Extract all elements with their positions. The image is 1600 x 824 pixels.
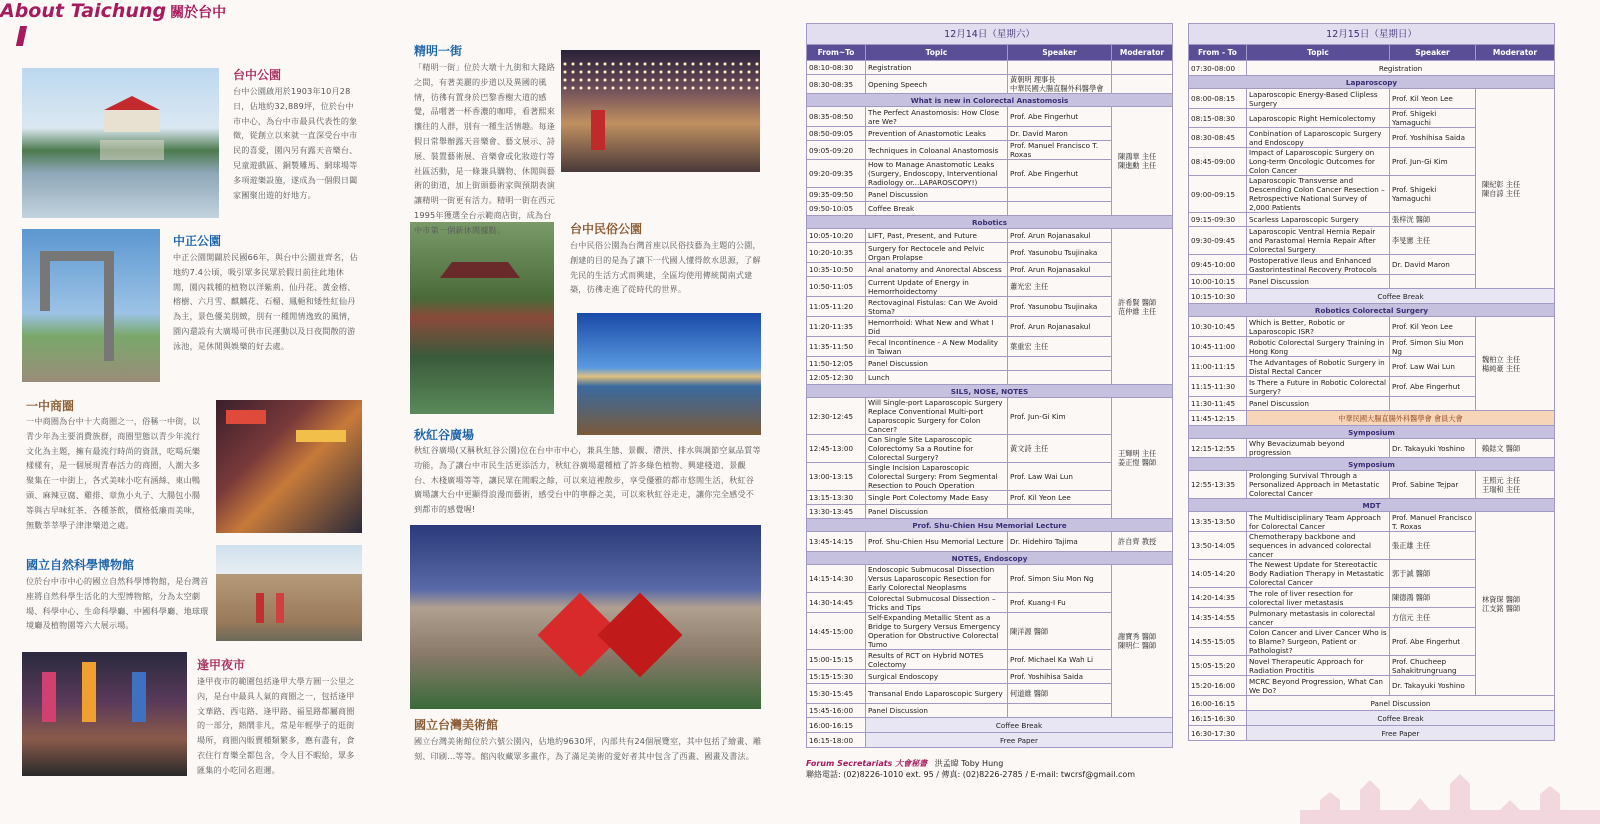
row-speaker: 張正雄 主任 (1390, 532, 1476, 560)
session-title: NOTES, Endoscopy (807, 552, 1173, 565)
row-topic: The Newest Update for Stereotactic Body Radiation Therapy in Metastatic Colorectal Cancer (1247, 560, 1390, 588)
row-time: 13:50-14:05 (1189, 532, 1247, 560)
row-speaker: 李旻憲 主任 (1390, 227, 1476, 255)
row-time: 08:45-09:00 (1189, 148, 1247, 176)
row-time: 11:15-11:30 (1189, 377, 1247, 397)
schedule-row (807, 229, 1173, 243)
photo-yizhong-shopping (216, 400, 362, 533)
row-topic: The Multidisciplinary Team Approach for Colorectal Cancer (1247, 512, 1390, 532)
row-moderator: 王輝明 主任 姜正愷 醫師 (1112, 398, 1173, 519)
row-topic: Is There a Future in Robotic Colorectal Surgery? (1247, 377, 1390, 397)
spot-text-yizhong: 一中商圈為台中十大商圈之一，俗稱一中街，以青少年為主要消費族群，商圈型態以青少年流行文化為主題，擁有最流行時尚的資訊，吃喝玩樂樣樣有，是一個展現青春活力的商圈，人潮大多聚集在一中街上，各式美味小吃有涵絲、東山鴨頭、麻辣豆腐、雞排、章魚小丸子、大腸包小腸等與古早味紅茶、各種茶飲，價格低廉而美味，無數莘莘學子津津樂道之處。 (26, 416, 201, 530)
row-topic: Endoscopic Submucosal Dissection Versus Laparoscopic Resection for Early Colorectal Neoplasms (866, 565, 1008, 593)
spot-text-art-museum: 國立台灣美術館位於六號公園內，佔地約9630坪，內部共有24個展覽室，其中包括了繪畫、雕刻、印刷…等等。館內收藏眾多畫作，為了滿足美術的愛好者其中包含了西畫、國畫及書法。 (414, 736, 762, 761)
schedule-row (1189, 89, 1555, 109)
row-speaker: 郭于誠 醫師 (1390, 560, 1476, 588)
schedule-row (1189, 711, 1555, 726)
row-moderator: 王照元 主任 王瑞和 主任 (1476, 471, 1555, 499)
schedule-row (1189, 411, 1555, 426)
schedule-row (807, 519, 1173, 532)
schedule-day2 (1188, 23, 1555, 741)
schedule-row (1189, 317, 1555, 337)
row-topic: Impact of Laparoscopic Surgery on Long-term Oncologic Outcomes for Colon Cancer (1247, 148, 1390, 176)
row-topic: Rectovaginal Fistulas: Can We Avoid Stoma? (866, 297, 1008, 317)
row-time: 14:45-15:00 (807, 613, 866, 650)
row-time: 09:30-09:45 (1189, 227, 1247, 255)
photo-jingming-street (561, 50, 760, 172)
row-topic: Panel Discussion (866, 188, 1008, 202)
row-topic: Panel Discussion (1247, 397, 1390, 411)
schedule-row (807, 107, 1173, 127)
col-moderator: Moderator (1112, 45, 1173, 61)
row-time: 14:55-15:05 (1189, 628, 1247, 656)
row-topic: LIFT, Past, Present, and Future (866, 229, 1008, 243)
row-speaker (1008, 505, 1112, 519)
row-speaker: Prof. Shigeki Yamaguchi (1390, 176, 1476, 213)
row-time: 08:10-08:30 (807, 61, 866, 75)
row-topic: The Advantages of Robotic Surgery in Distal Rectal Cancer (1247, 357, 1390, 377)
break-row: Coffee Break (1247, 711, 1555, 726)
schedule-row (1189, 458, 1555, 471)
row-time: 10:15-10:30 (1189, 289, 1247, 304)
row-speaker: 陳德鴻 醫師 (1390, 588, 1476, 608)
row-speaker (1008, 188, 1112, 202)
schedule-row (1189, 289, 1555, 304)
row-speaker: Prof. Shigeki Yamaguchi (1390, 109, 1476, 128)
row-time: 14:30-14:45 (807, 593, 866, 613)
row-speaker: 蕭光宏 主任 (1008, 277, 1112, 297)
schedule-row (807, 61, 1173, 75)
schedule-row (807, 565, 1173, 593)
schedule-row (1189, 471, 1555, 499)
row-speaker: Dr. Hidehiro Tajima (1008, 532, 1112, 552)
row-speaker: Prof. Yoshihisa Saida (1390, 128, 1476, 148)
schedule-row (807, 532, 1173, 552)
skyline-decoration (1300, 770, 1600, 824)
schedule-row (1189, 726, 1555, 741)
row-time: 12:05-12:30 (807, 371, 866, 385)
row-moderator: 陳鴻華 主任 陳進勳 主任 (1112, 107, 1173, 216)
spot-text-fengjia: 逢甲夜市的範圍包括逢甲大學方圓一公里之內，是台中最具人氣的商圈之一，包括逢甲文華路、西屯路、逢甲路、福星路都屬商圈的一部分，熱鬧非凡，常是年輕學子的逛街場所，商圈內販賣種類繁多，應有盡有，食衣住行育樂全都包含，令人目不暇給，眾多匯集的小吃同名遐邇。 (197, 676, 355, 775)
row-speaker: Prof. Jun-Gi Kim (1390, 148, 1476, 176)
row-topic: Chemotherapy backbone and sequences in advanced colorectal cancer (1247, 532, 1390, 560)
row-time: 15:45-16:00 (807, 704, 866, 718)
row-topic: Which is Better, Robotic or Laparoscopic ISR? (1247, 317, 1390, 337)
row-time: 09:45-10:00 (1189, 255, 1247, 275)
col-moderator: Moderator (1476, 45, 1555, 61)
schedule-row (807, 552, 1173, 565)
row-topic: Postoperative Ileus and Enhanced Gastorintestinal Recovery Protocols (1247, 255, 1390, 275)
schedule-row (1189, 696, 1555, 711)
row-time: 15:00-15:15 (807, 650, 866, 670)
schedule-row (1189, 304, 1555, 317)
row-speaker: 葉重宏 主任 (1008, 337, 1112, 357)
session-title: Symposium (1189, 458, 1555, 471)
row-moderator: 林資琛 醫師 江支銘 醫師 (1476, 512, 1555, 696)
spot-title-autumn-valley: 秋紅谷廣場 (414, 428, 475, 442)
row-time: 12:30-12:45 (807, 398, 866, 435)
row-speaker (1008, 704, 1112, 718)
row-speaker: Prof. Jun-Gi Kim (1008, 398, 1112, 435)
row-time: 08:30-08:35 (807, 75, 866, 94)
spot-title-yizhong: 一中商圈 (26, 399, 75, 413)
photo-folk-park (410, 222, 554, 414)
row-topic: Scarless Laparoscopic Surgery (1247, 213, 1390, 227)
row-speaker: Dr. Takayuki Yoshino (1390, 439, 1476, 458)
session-title: Laparoscopy (1189, 76, 1555, 89)
row-speaker: Prof. Simon Siu Mon Ng (1390, 337, 1476, 357)
row-speaker: Prof. Yoshihisa Saida (1008, 670, 1112, 684)
row-topic: Laparoscopic Right Hemicolectomy (1247, 109, 1390, 128)
footer-label: Forum Secretariats 大會秘書 (806, 759, 928, 768)
row-time: 12:55-13:35 (1189, 471, 1247, 499)
row-time: 09:20-09:35 (807, 160, 866, 188)
footer-names: 洪孟暐 Toby Hung (934, 759, 1004, 768)
row-speaker: 陳洋源 醫師 (1008, 613, 1112, 650)
photo-art-museum (410, 525, 761, 709)
row-topic: Prevention of Anastomotic Leaks (866, 127, 1008, 141)
row-topic: MCRC Beyond Progression, What Can We Do? (1247, 676, 1390, 696)
row-speaker: Dr. David Maron (1008, 127, 1112, 141)
row-topic: Will Single-port Laparoscopic Surgery Replace Conventional Multi-port Laparoscopic Surgery for Colon Cancer? (866, 398, 1008, 435)
row-speaker: Prof. Manuel Francisco T. Roxas (1390, 512, 1476, 532)
photo-science-museum (216, 545, 362, 641)
day1-date: 12月14日（星期六） (807, 24, 1173, 45)
row-moderator (1112, 61, 1173, 75)
spot-title-science-museum: 國立自然科學博物館 (26, 558, 135, 572)
col-time: From - To (1189, 45, 1247, 61)
session-title: Symposium (1189, 426, 1555, 439)
spot-text-taichung-park: 台中公園啟用於1903年10月28日，佔地約32,889坪，位於台中市中心，為台中市最具代表性的象徵，從創立以來就一直深受台中市民的喜愛，園內另有露天音樂台、兒童遊戲區、銅製雕馬、網球場等多項遊樂設施，遂成為一個假日闔家團聚出遊的好地方。 (233, 86, 358, 200)
row-topic: Techniques in Coloanal Anastomosis (866, 141, 1008, 160)
row-speaker: Prof. Sabine Tejpar (1390, 471, 1476, 499)
row-speaker: Dr. Takayuki Yoshino (1390, 676, 1476, 696)
row-speaker: 黃朝明 理事長 中華民國大腸直腸外科醫學會 (1008, 75, 1112, 94)
col-topic: Topic (1247, 45, 1390, 61)
schedule-row (807, 75, 1173, 94)
row-speaker: Prof. Yasunobu Tsujinaka (1008, 243, 1112, 263)
row-speaker: Dr. David Maron (1390, 255, 1476, 275)
row-time: 11:50-12:05 (807, 357, 866, 371)
row-time: 09:00-09:15 (1189, 176, 1247, 213)
break-row: Free Paper (1247, 726, 1555, 741)
spot-title-fengjia: 逢甲夜市 (197, 658, 246, 672)
col-topic: Topic (866, 45, 1008, 61)
row-topic: Single Incision Laparoscopic Colorectal Surgery: From Segmental Resection to Pouch Operation (866, 463, 1008, 491)
session-title: SILS, NOSE, NOTES (807, 385, 1173, 398)
spot-title-art-museum: 國立台灣美術館 (414, 718, 499, 732)
row-speaker (1008, 357, 1112, 371)
row-time: 08:50-09:05 (807, 127, 866, 141)
schedule-row (807, 385, 1173, 398)
schedule-row (1189, 76, 1555, 89)
row-speaker: Prof. Simon Siu Mon Ng (1008, 565, 1112, 593)
row-speaker: Prof. Abe Fingerhut (1008, 160, 1112, 188)
row-time: 13:35-13:50 (1189, 512, 1247, 532)
row-topic: Current Update of Energy in Hemorrhoidectomy (866, 277, 1008, 297)
break-row: Registration (1247, 61, 1555, 76)
row-topic: Prolonging Survival Through a Personalized Approach in Metastatic Colorectal Cancer (1247, 471, 1390, 499)
general-assembly: 中華民國大腸直腸外科醫學會 會員大會 (1247, 411, 1555, 426)
row-speaker: Prof. Law Wai Lun (1390, 357, 1476, 377)
row-speaker: Prof. Arun Rojanasakul (1008, 317, 1112, 337)
session-title: What is new in Colorectal Anastomosis (807, 94, 1173, 107)
row-time: 10:00-10:15 (1189, 275, 1247, 289)
row-topic: Panel Discussion (866, 704, 1008, 718)
row-topic: Prof. Shu-Chien Hsu Memorial Lecture (866, 532, 1008, 552)
row-time: 11:45-12:15 (1189, 411, 1247, 426)
row-time: 09:35-09:50 (807, 188, 866, 202)
col-speaker: Speaker (1390, 45, 1476, 61)
row-speaker: Prof. Arun Rojanasakul (1008, 263, 1112, 277)
row-time: 16:15-16:30 (1189, 711, 1247, 726)
row-speaker: Prof. Michael Ka Wah Li (1008, 650, 1112, 670)
spot-title-folk-park: 台中民俗公園 (570, 222, 643, 236)
page-heading (0, 0, 1600, 22)
row-time: 10:20-10:35 (807, 243, 866, 263)
schedule-row (807, 216, 1173, 229)
row-topic: Colon Cancer and Liver Cancer Who is to Blame? Surgeon, Patient or Pathologist? (1247, 628, 1390, 656)
row-time: 11:00-11:15 (1189, 357, 1247, 377)
break-row: Coffee Break (866, 718, 1173, 733)
row-time: 11:30-11:45 (1189, 397, 1247, 411)
row-speaker: 方信元 主任 (1390, 608, 1476, 628)
photo-fengjia-night-market (22, 652, 187, 776)
schedule-row (807, 718, 1173, 733)
row-topic: Self-Expanding Metallic Stent as a Bridge to Surgery Versus Emergency Operation for Obstructive Colorectal Tumo (866, 613, 1008, 650)
row-topic: Hemorrhoid: What New and What I Did (866, 317, 1008, 337)
row-moderator: 謝寶秀 醫師 陳明仁 醫師 (1112, 565, 1173, 718)
col-time: From~To (807, 45, 866, 61)
day2-date: 12月15日（星期日） (1189, 24, 1555, 45)
spot-title-zhongzheng-park: 中正公園 (173, 234, 222, 248)
row-topic: Fecal Incontinence - A New Modality in Taiwan (866, 337, 1008, 357)
row-speaker: Prof. Kil Yeon Lee (1008, 491, 1112, 505)
row-time: 13:45-14:15 (807, 532, 866, 552)
row-topic: Single Port Colectomy Made Easy (866, 491, 1008, 505)
row-time: 14:05-14:20 (1189, 560, 1247, 588)
spot-text-science-museum: 位於台中市中心的國立自然科學博物館，是台灣首座將自然科學生活化的大型博物館，分為太空劇場、科學中心、生命科學廳、中國科學廳、地球環境廳及植物園等六大展示場。 (26, 576, 209, 631)
row-time: 09:15-09:30 (1189, 213, 1247, 227)
row-topic: Results of RCT on Hybrid NOTES Colectomy (866, 650, 1008, 670)
break-row: Panel Discussion (1247, 696, 1555, 711)
schedule-row (1189, 499, 1555, 512)
row-time: 10:35-10:50 (807, 263, 866, 277)
row-time: 10:05-10:20 (807, 229, 866, 243)
row-moderator: 賴鋕文 醫師 (1476, 439, 1555, 458)
row-topic: Anal anatomy and Anorectal Abscess (866, 263, 1008, 277)
row-moderator (1112, 75, 1173, 94)
row-time: 11:20-11:35 (807, 317, 866, 337)
session-title: Prof. Shu-Chien Hsu Memorial Lecture (807, 519, 1173, 532)
row-topic: Pulmonary metastasis in colorectal cancer (1247, 608, 1390, 628)
schedule-row (1189, 426, 1555, 439)
footer-contact: 聯絡電話: (02)8226-1010 ext. 95 / 傳真: (02)8226-2785 / E-mail: twcrsf@gmail.com (806, 770, 1136, 779)
row-topic: How to Manage Anastomotic Leaks (Surgery, Endoscopy, Interventional Radiology or...LAPAROSCOPY!) (866, 160, 1008, 188)
secretariat-footer (806, 758, 1186, 780)
session-title: Robotics Colorectal Surgery (1189, 304, 1555, 317)
row-moderator: 許自齊 教授 (1112, 532, 1173, 552)
row-topic: Laparoscopic Transverse and Descending Colon Cancer Resection – Retrospective National Survey of 2,000 Patients (1247, 176, 1390, 213)
row-speaker: 張梓洸 醫師 (1390, 213, 1476, 227)
row-speaker (1008, 371, 1112, 385)
session-title: Robotics (807, 216, 1173, 229)
schedule-row (1189, 439, 1555, 458)
row-speaker: Prof. Abe Fingerhut (1008, 107, 1112, 127)
row-speaker: 何道維 醫師 (1008, 684, 1112, 704)
photo-autumn-red-valley (577, 313, 761, 435)
row-time: 12:45-13:00 (807, 435, 866, 463)
col-speaker: Speaker (1008, 45, 1112, 61)
row-topic: Laparoscopic Ventral Hernia Repair and Parastomal Hernia Repair After Colorectal Surgery (1247, 227, 1390, 255)
row-topic: Why Bevacizumab beyond progression (1247, 439, 1390, 458)
row-time: 16:15-18:00 (807, 733, 866, 748)
row-time: 14:35-14:55 (1189, 608, 1247, 628)
row-time: 10:50-11:05 (807, 277, 866, 297)
row-speaker: Prof. Abe Fingerhut (1390, 377, 1476, 397)
schedule-day1 (806, 23, 1173, 748)
schedule-row (807, 94, 1173, 107)
spot-title-taichung-park: 台中公園 (233, 68, 282, 82)
row-time: 13:15-13:30 (807, 491, 866, 505)
session-title: MDT (1189, 499, 1555, 512)
row-speaker: Prof. Kil Yeon Lee (1390, 89, 1476, 109)
row-speaker (1008, 202, 1112, 216)
schedule-row (1189, 61, 1555, 76)
row-topic: Robotic Colorectal Surgery Training in Hong Kong (1247, 337, 1390, 357)
row-time: 13:00-13:15 (807, 463, 866, 491)
row-topic: Opening Speech (866, 75, 1008, 94)
row-time: 12:15-12:55 (1189, 439, 1247, 458)
row-time: 10:45-11:00 (1189, 337, 1247, 357)
row-speaker: Prof. Manuel Francisco T. Roxas (1008, 141, 1112, 160)
row-time: 15:05-15:20 (1189, 656, 1247, 676)
row-topic: Surgery for Rectocele and Pelvic Organ Prolapse (866, 243, 1008, 263)
row-speaker: Prof. Law Wai Lun (1008, 463, 1112, 491)
row-time: 15:15-15:30 (807, 670, 866, 684)
row-speaker: 黃文詩 主任 (1008, 435, 1112, 463)
row-topic: The Perfect Anastomosis: How Close are We? (866, 107, 1008, 127)
row-time: 11:05-11:20 (807, 297, 866, 317)
row-topic: Colorectal Submucosal Dissection – Tricks and Tips (866, 593, 1008, 613)
row-topic: Transanal Endo Laparoscopic Surgery (866, 684, 1008, 704)
row-time: 08:15-08:30 (1189, 109, 1247, 128)
spot-text-jingming: 「精明一街」位於大墩十九街和大隆路之間，有著美麗的步道以及異國的風情，彷彿有置身於巴黎香榭大道的感覺，品嚐著一杯香濃的咖啡，看著熙來攘往的人群，別有一種生活情趣。每逢假日常舉辦露天音樂會、藝文展示、詩展、裝置藝術展、音樂會或化妝遊行等社區活動，是一條兼具購物、休閒與藝術的街道，加上街頭藝術家與預期表演讓精明一街更有活力。精明一街在西元1995年獲選全台示範商店街，成為台中市第一個新休閒據點。 (414, 62, 555, 235)
row-moderator: 魏柏立 主任 楊純豪 主任 (1476, 317, 1555, 411)
row-time: 07:30-08:00 (1189, 61, 1247, 76)
row-speaker: Prof. Kil Yeon Lee (1390, 317, 1476, 337)
row-topic: Novel Therapeutic Approach for Radiation Proctitis (1247, 656, 1390, 676)
row-time: 14:20-14:35 (1189, 588, 1247, 608)
row-time: 10:30-10:45 (1189, 317, 1247, 337)
row-topic: Panel Discussion (866, 505, 1008, 519)
row-topic: Registration (866, 61, 1008, 75)
heading-accent-bar (16, 26, 27, 46)
row-time: 15:20-16:00 (1189, 676, 1247, 696)
spot-text-autumn-valley: 秋紅谷廣場(又稱秋紅谷公園)位在台中市中心，兼具生態、景觀、滯洪、排水與調節空氣品質等功能，為了讓台中市民生活更添活力，秋紅谷廣場還種植了許多綠色植物、興建棧道、景觀台、木棧廣場等等，讓民眾在閒暇之餘，可以來這裡散步，享受優雅的都市悠閒生活，秋紅谷廣場讓大台中更顯得浪漫而藝術，感受台中的寧靜之美，可以來秋紅谷走走，讓你完全感受不到都市的感覺喔! (414, 445, 761, 515)
row-time: 11:35-11:50 (807, 337, 866, 357)
row-time: 14:15-14:30 (807, 565, 866, 593)
row-time: 08:35-08:50 (807, 107, 866, 127)
row-time: 16:00-16:15 (1189, 696, 1247, 711)
row-time: 09:05-09:20 (807, 141, 866, 160)
schedule-row (807, 398, 1173, 435)
row-time: 16:30-17:30 (1189, 726, 1247, 741)
row-speaker (1008, 61, 1112, 75)
row-topic: Lunch (866, 371, 1008, 385)
row-speaker: Prof. Kuang-I Fu (1008, 593, 1112, 613)
row-topic: Panel Discussion (866, 357, 1008, 371)
row-topic: Laparoscopic Energy-Based Clipless Surgery (1247, 89, 1390, 109)
row-topic: Coffee Break (866, 202, 1008, 216)
heading-zh: 關於台中 (170, 5, 227, 21)
row-topic: The role of liver resection for colorectal liver metastasis (1247, 588, 1390, 608)
row-time: 08:00-08:15 (1189, 89, 1247, 109)
heading-en: About Taichung (0, 0, 167, 22)
break-row: Coffee Break (1247, 289, 1555, 304)
spot-text-folk-park: 台中民俗公園為台灣首座以民俗技藝為主題的公園，創建的目的是為了讓下一代國人懂得飲水思源，了解先民的生活方式而興建，全區均使用傳統閩南式建築，彷彿走進了從時代的世界。 (570, 240, 761, 295)
schedule-row (1189, 512, 1555, 532)
row-topic: Panel Discussion (1247, 275, 1390, 289)
row-time: 16:00-16:15 (807, 718, 866, 733)
photo-zhongzheng-park (22, 229, 160, 382)
spot-text-zhongzheng-park: 中正公園開闢於民國66年，與台中公園並齊名，佔地約7.4公頃，吸引眾多民眾於假日前往此地休閒，園內栽種的植物以洋紫荊、仙丹花、黃金榕、榕樹、六月雪、麒麟花、石榴、鳳梔和矮性紅仙丹為主，景色優美別緻，別有一種閒情逸致的風情，園內還設有大廣場可供市民運動以及日夜間散的游泳池，是休閒與娛樂的好去處。 (173, 252, 358, 351)
row-speaker: Prof. Abe Fingerhut (1390, 628, 1476, 656)
row-time: 13:30-13:45 (807, 505, 866, 519)
row-time: 15:30-15:45 (807, 684, 866, 704)
row-time: 09:50-10:05 (807, 202, 866, 216)
row-speaker (1390, 397, 1476, 411)
row-moderator: 許希賢 醫師 范仲維 主任 (1112, 229, 1173, 385)
row-speaker: Prof. Chucheep Sahakitrungruang (1390, 656, 1476, 676)
break-row: Free Paper (866, 733, 1173, 748)
photo-taichung-park (22, 68, 219, 218)
row-speaker: Prof. Arun Rojanasakul (1008, 229, 1112, 243)
row-speaker: Prof. Yasunobu Tsujinaka (1008, 297, 1112, 317)
row-topic: Conbination of Laparoscopic Surgery and Endoscopy (1247, 128, 1390, 148)
row-topic: Can Single Site Laparoscopic Colorectomy Sa a Routine for Colorectal Surgery? (866, 435, 1008, 463)
schedule-row (807, 733, 1173, 748)
row-time: 08:30-08:45 (1189, 128, 1247, 148)
row-moderator: 陳紀彰 主任 陳自諒 主任 (1476, 89, 1555, 289)
row-topic: Surgical Endoscopy (866, 670, 1008, 684)
spot-title-jingming: 精明一街 (414, 44, 463, 58)
row-speaker (1390, 275, 1476, 289)
